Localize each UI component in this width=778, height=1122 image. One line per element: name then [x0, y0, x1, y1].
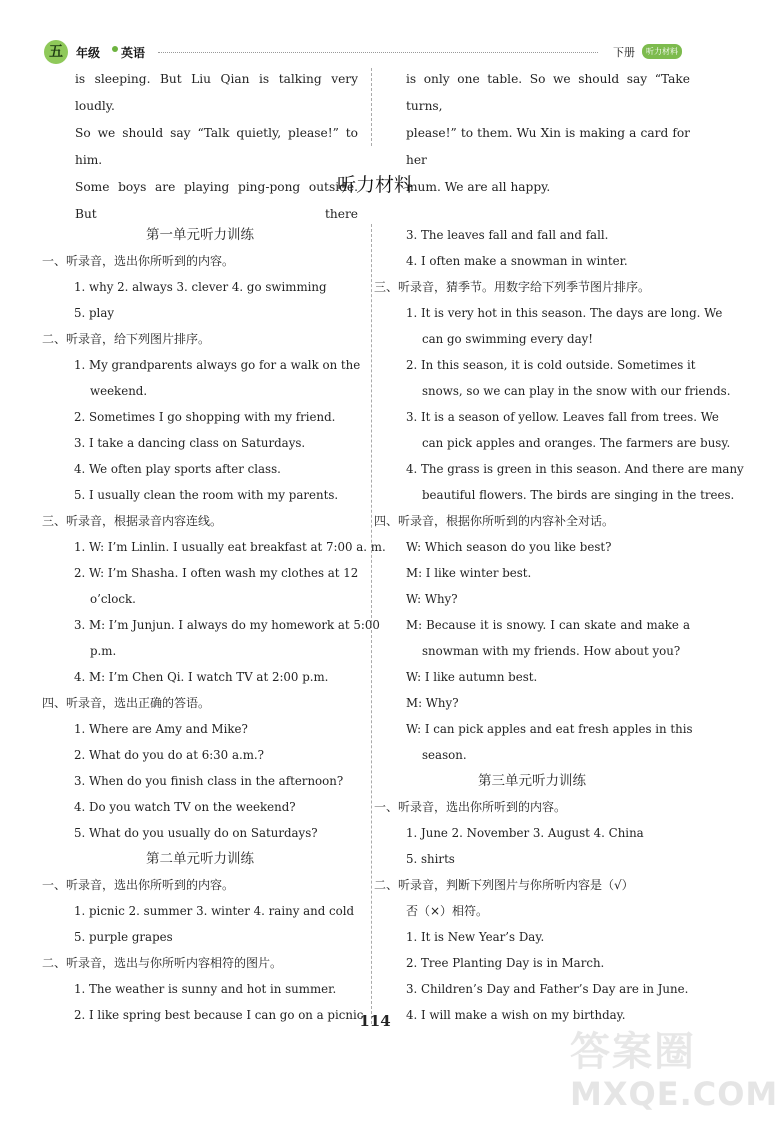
question-heading: 一、听录音，选出你所听到的内容。	[42, 878, 235, 892]
page-title: 听力材料	[336, 174, 413, 196]
column-divider-top	[371, 68, 372, 146]
listening-item: 1. The weather is sunny and hot in summer.	[74, 982, 337, 996]
listening-item: 3. It is a season of yellow. Leaves fall from trees. We	[406, 410, 719, 424]
listening-item: 3. When do you finish class in the afternoon?	[74, 774, 344, 788]
grade-badge: 五	[44, 40, 68, 64]
grade-label: 年级	[76, 46, 101, 60]
listening-item: 3. I take a dancing class on Saturdays.	[74, 436, 306, 450]
listening-item: 5. I usually clean the room with my parents.	[74, 488, 339, 502]
listening-item: 1. W: I’m Linlin. I usually eat breakfast at 7:00 a. m.	[74, 540, 386, 554]
top-left-line: Some boys are playing ping-pong outside. But there	[75, 180, 358, 221]
listening-item: 2. Tree Planting Day is in March.	[406, 956, 605, 970]
listening-item-continued: snowman with my friends. How about you?	[422, 644, 681, 658]
top-left-line: is sleeping. But Liu Qian is talking very loudly.	[75, 72, 358, 113]
listening-item: 5. play	[74, 306, 115, 320]
listening-item: 2. In this season, it is cold outside. Sometimes it	[406, 358, 696, 372]
volume-label: 下册	[613, 46, 635, 59]
listening-item: W: I can pick apples and eat fresh apples in this	[406, 722, 693, 736]
listening-item: M: Because it is snowy. I can skate and make a	[406, 618, 690, 632]
top-right-line: is only one table. So we should say “Take turns,	[406, 72, 690, 113]
listening-item: M: I like winter best.	[406, 566, 532, 580]
listening-item: 2. W: I’m Shasha. I often wash my clothes at 12	[74, 566, 359, 580]
header-rule	[158, 52, 598, 53]
question-heading: 二、听录音，判断下列图片与你所听内容是（√）	[374, 878, 634, 892]
listening-item: W: Why?	[406, 592, 458, 606]
unit-title: 第三单元听力训练	[478, 773, 586, 789]
listening-item: 4. Do you watch TV on the weekend?	[74, 800, 296, 814]
listening-item: W: I like autumn best.	[406, 670, 538, 684]
listening-item: 1. It is New Year’s Day.	[406, 930, 545, 944]
page-header	[0, 0, 750, 62]
listening-item: 5. shirts	[406, 852, 455, 866]
right-column	[374, 222, 744, 1028]
unit-title: 第二单元听力训练	[146, 851, 254, 867]
listening-item: 3. The leaves fall and fall and fall.	[406, 228, 609, 242]
listening-item: 1. My grandparents always go for a walk on the	[74, 358, 361, 372]
question-heading: 一、听录音，选出你所听到的内容。	[42, 254, 235, 268]
subject-label: 英语	[121, 46, 146, 60]
listening-item: 1. It is very hot in this season. The days are long. We	[406, 306, 723, 320]
section-tag: 听力材料	[642, 44, 682, 59]
top-left-line: So we should say “Talk quietly, please!” to him.	[75, 126, 358, 167]
listening-item: 5. What do you usually do on Saturdays?	[74, 826, 318, 840]
watermark-top-text: 答案圈	[570, 1029, 696, 1075]
listening-item: 4. I often make a snowman in winter.	[406, 254, 628, 268]
listening-item: 4. We often play sports after class.	[74, 462, 281, 476]
unit-title: 第一单元听力训练	[146, 227, 254, 243]
listening-item: 3. Children’s Day and Father’s Day are in June.	[406, 982, 689, 996]
top-text-left	[75, 66, 358, 228]
watermark-logo	[560, 1020, 778, 1115]
question-heading: 否（×）相符。	[406, 904, 489, 918]
listening-item-continued: season.	[422, 748, 467, 762]
column-divider	[371, 224, 372, 1024]
listening-item-continued: can pick apples and oranges. The farmers are busy.	[422, 436, 731, 450]
question-heading: 四、听录音，选出正确的答语。	[42, 696, 211, 710]
listening-item-continued: o’clock.	[90, 592, 136, 606]
separator-dot-icon	[112, 46, 118, 52]
question-heading: 二、听录音，给下列图片排序。	[42, 332, 211, 346]
listening-item-continued: snows, so we can play in the snow with our friends.	[422, 384, 731, 398]
listening-item: 2. I like spring best because I can go on a picnic.	[74, 1008, 368, 1022]
watermark-bottom-text: MXQE.COM	[570, 1075, 778, 1113]
question-heading: 四、听录音，根据你所听到的内容补全对话。	[374, 514, 615, 528]
listening-item: 1. Where are Amy and Mike?	[74, 722, 248, 736]
question-heading: 一、听录音，选出你所听到的内容。	[374, 800, 567, 814]
listening-item: 4. M: I’m Chen Qi. I watch TV at 2:00 p.m.	[74, 670, 329, 684]
listening-item-continued: beautiful flowers. The birds are singing in the trees.	[422, 488, 735, 502]
listening-item: 4. The grass is green in this season. And there are many	[406, 462, 744, 476]
question-heading: 三、听录音，猜季节。用数字给下列季节图片排序。	[374, 280, 651, 294]
listening-item: W: Which season do you like best?	[406, 540, 612, 554]
listening-item: 3. M: I’m Junjun. I always do my homework at 5:00	[74, 618, 380, 632]
listening-item: 1. why 2. always 3. clever 4. go swimming	[74, 280, 327, 294]
listening-item: 5. purple grapes	[74, 930, 173, 944]
listening-item: 4. I will make a wish on my birthday.	[406, 1008, 626, 1022]
listening-item: 2. What do you do at 6:30 a.m.?	[74, 748, 264, 762]
listening-item: M: Why?	[406, 696, 459, 710]
question-heading: 三、听录音，根据录音内容连线。	[42, 514, 223, 528]
top-right-line: please!” to them. Wu Xin is making a card for her	[406, 126, 690, 167]
page-number: 114	[359, 1012, 391, 1030]
question-heading: 二、听录音，选出与你所听内容相符的图片。	[42, 956, 283, 970]
listening-item-continued: p.m.	[90, 644, 117, 658]
listening-item: 2. Sometimes I go shopping with my friend.	[74, 410, 336, 424]
listening-item-continued: can go swimming every day!	[422, 332, 594, 346]
top-right-line: mum. We are all happy.	[406, 180, 551, 194]
listening-item: 1. June 2. November 3. August 4. China	[406, 826, 644, 840]
listening-item-continued: weekend.	[90, 384, 148, 398]
listening-item: 1. picnic 2. summer 3. winter 4. rainy and cold	[74, 904, 355, 918]
